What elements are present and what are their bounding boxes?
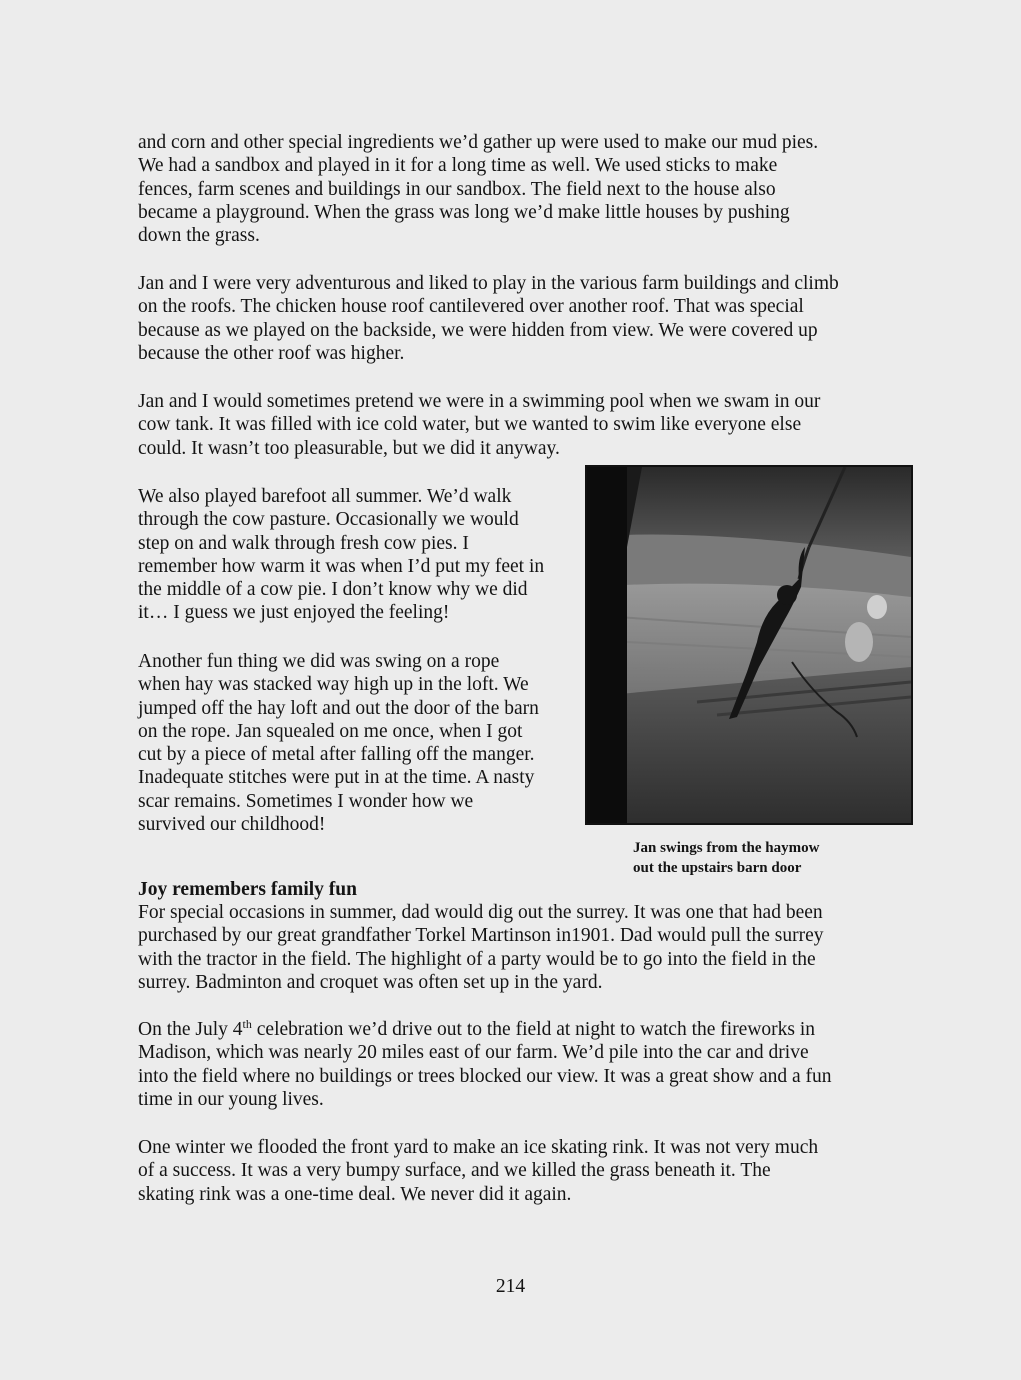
text-line: down the grass. (138, 225, 260, 247)
text-line: Another fun thing we did was swing on a rope (138, 651, 500, 672)
text-line: survived our childhood! (138, 814, 326, 836)
text-line: and corn and other special ingredients we’d gather up were used to make our mud pies. (138, 132, 819, 153)
text-line: could. It wasn’t too pleasurable, but we did it anyway. (138, 437, 560, 459)
text-line: remember how warm it was when I’d put my feet in (138, 555, 545, 577)
text-line (138, 1018, 832, 1041)
text-run: On the July 4 (138, 1019, 243, 1040)
paragraph-cow-tank (138, 390, 820, 460)
text-line: We had a sandbox and played in it for a long time as well. We used sticks to make (138, 155, 778, 177)
text-line: For special occasions in summer, dad would dig out the surrey. It was one that had been (138, 902, 823, 923)
text-line: of a success. It was a very bumpy surface, and we killed the grass beneath it. The (138, 1160, 771, 1182)
text-line: scar remains. Sometimes I wonder how we (138, 790, 474, 812)
paragraph-rope-swing (138, 650, 539, 836)
paragraph-fireworks (138, 1018, 832, 1111)
ordinal-suffix: th (242, 1017, 252, 1031)
text-line: time in our young lives. (138, 1088, 324, 1110)
text-line: cow tank. It was filled with ice cold water, but we wanted to swim like everyone else (138, 414, 802, 436)
photo-caption (633, 838, 819, 878)
text-line: the middle of a cow pie. I don’t know why we did (138, 579, 528, 601)
text-line: purchased by our great grandfather Torkel Martinson in1901. Dad would pull the surrey (138, 925, 824, 947)
text-line: on the rope. Jan squealed on me once, when I got (138, 720, 523, 742)
paragraph-surrey (138, 901, 823, 994)
paragraph-roofs (138, 272, 839, 365)
paragraph-mud-pies (138, 131, 818, 247)
text-line: became a playground. When the grass was long we’d make little houses by pushing (138, 201, 790, 223)
paragraph-barefoot (138, 485, 544, 625)
text-line: surrey. Badminton and croquet was often set up in the yard. (138, 971, 603, 993)
text-line: because as we played on the backside, we were hidden from view. We were covered up (138, 319, 818, 341)
text-line: when hay was stacked way high up in the loft. We (138, 674, 529, 696)
paragraph-ice-rink (138, 1136, 818, 1206)
text-line: it… I guess we just enjoyed the feeling! (138, 602, 450, 624)
text-line: into the field where no buildings or trees blocked our view. It was a great show and a fun (138, 1065, 832, 1087)
text-line: fences, farm scenes and buildings in our sandbox. The field next to the house also (138, 178, 776, 200)
text-line: because the other roof was higher. (138, 342, 405, 364)
section-heading: Joy remembers family fun (138, 879, 357, 900)
text-line: Jan and I would sometimes pretend we were in a swimming pool when we swam in our (138, 391, 821, 412)
text-line: We also played barefoot all summer. We’d walk (138, 486, 512, 507)
text-line: through the cow pasture. Occasionally we would (138, 509, 519, 531)
text-line: jumped off the hay loft and out the door of the barn (138, 697, 539, 719)
text-line: on the roofs. The chicken house roof cantilevered over another roof. That was special (138, 296, 804, 318)
caption-line: out the upstairs barn door (633, 860, 802, 876)
text-run: celebration we’d drive out to the field at night to watch the fireworks in (251, 1019, 816, 1040)
text-line: Jan and I were very adventurous and liked to play in the various farm buildings and climb (138, 273, 839, 294)
text-line: skating rink was a one-time deal. We never did it again. (138, 1183, 572, 1205)
text-line: cut by a piece of metal after falling off the manger. (138, 744, 535, 766)
text-line: Inadequate stitches were put in at the time. A nasty (138, 767, 535, 789)
text-line: One winter we flooded the front yard to make an ice skating rink. It was not very much (138, 1137, 819, 1158)
caption-line: Jan swings from the haymow (633, 840, 820, 856)
text-line: Madison, which was nearly 20 miles east of our farm. We’d pile into the car and drive (138, 1042, 809, 1064)
text-line: step on and walk through fresh cow pies. I (138, 532, 469, 554)
text-line: with the tractor in the field. The highlight of a party would be to go into the field in the (138, 948, 816, 970)
rope-swing-photo (585, 465, 913, 825)
page-number: 214 (495, 1276, 526, 1297)
rope-swing-photo-illustration (587, 467, 911, 823)
